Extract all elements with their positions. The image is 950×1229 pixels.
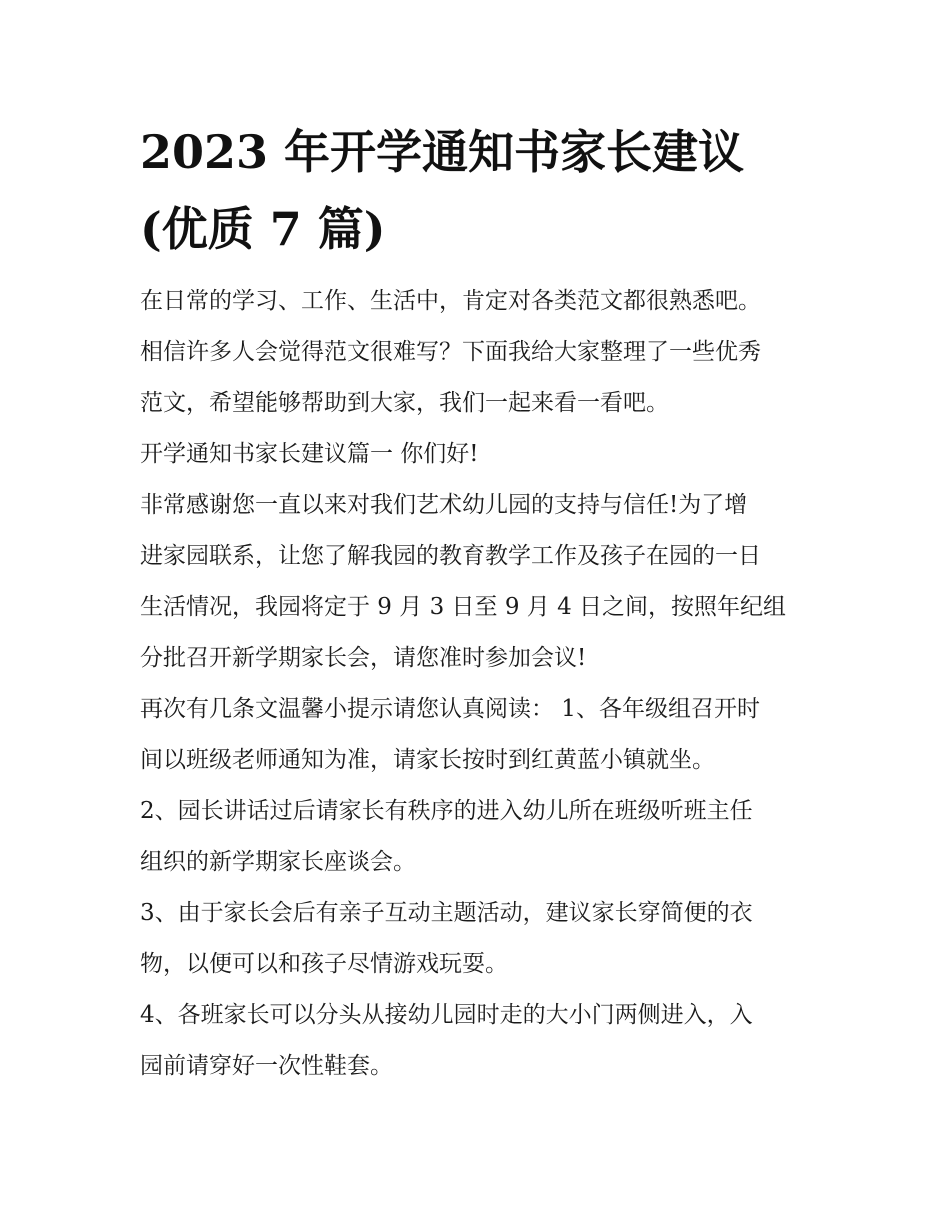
body-line: 物，以便可以和孩子尽情游戏玩耍。 xyxy=(140,951,508,977)
body-line: 组织的新学期家长座谈会。 xyxy=(140,849,416,875)
document-title xyxy=(140,114,820,268)
body-line: 再次有几条文温馨小提示请您认真阅读： 1、各年级组召开时 xyxy=(140,696,760,722)
body-line: 生活情况，我园将定于 9 月 3 日至 9 月 4 日之间，按照年纪组 xyxy=(140,594,787,620)
body-line: 3、由于家长会后有亲子互动主题活动，建议家长穿简便的衣 xyxy=(140,900,753,926)
body-line: 4、各班家长可以分头从接幼儿园时走的大小门两侧进入，入 xyxy=(140,1002,753,1028)
body-line: 非常感谢您一直以来对我们艺术幼儿园的支持与信任!为了增 xyxy=(140,492,748,518)
body-line: 间以班级老师通知为准，请家长按时到红黄蓝小镇就坐。 xyxy=(140,747,715,773)
body-line: 开学通知书家长建议篇一 你们好! xyxy=(140,441,479,467)
body-line: 相信许多人会觉得范文很难写？下面我给大家整理了一些优秀 xyxy=(140,339,761,365)
body-line: 园前请穿好一次性鞋套。 xyxy=(140,1053,393,1079)
title-line: (优质 7 篇) xyxy=(140,202,386,256)
document-body xyxy=(140,276,820,1092)
body-line: 范文，希望能够帮助到大家，我们一起来看一看吧。 xyxy=(140,390,669,416)
body-line: 进家园联系，让您了解我园的教育教学工作及孩子在园的一日 xyxy=(140,543,761,569)
body-line: 分批召开新学期家长会，请您准时参加会议! xyxy=(140,645,587,671)
title-line: 2023 年开学通知书家长建议 xyxy=(140,125,745,179)
body-line: 在日常的学习、工作、生活中，肯定对各类范文都很熟悉吧。 xyxy=(140,288,761,314)
body-line: 2、园长讲话过后请家长有秩序的进入幼儿所在班级听班主任 xyxy=(140,798,753,824)
